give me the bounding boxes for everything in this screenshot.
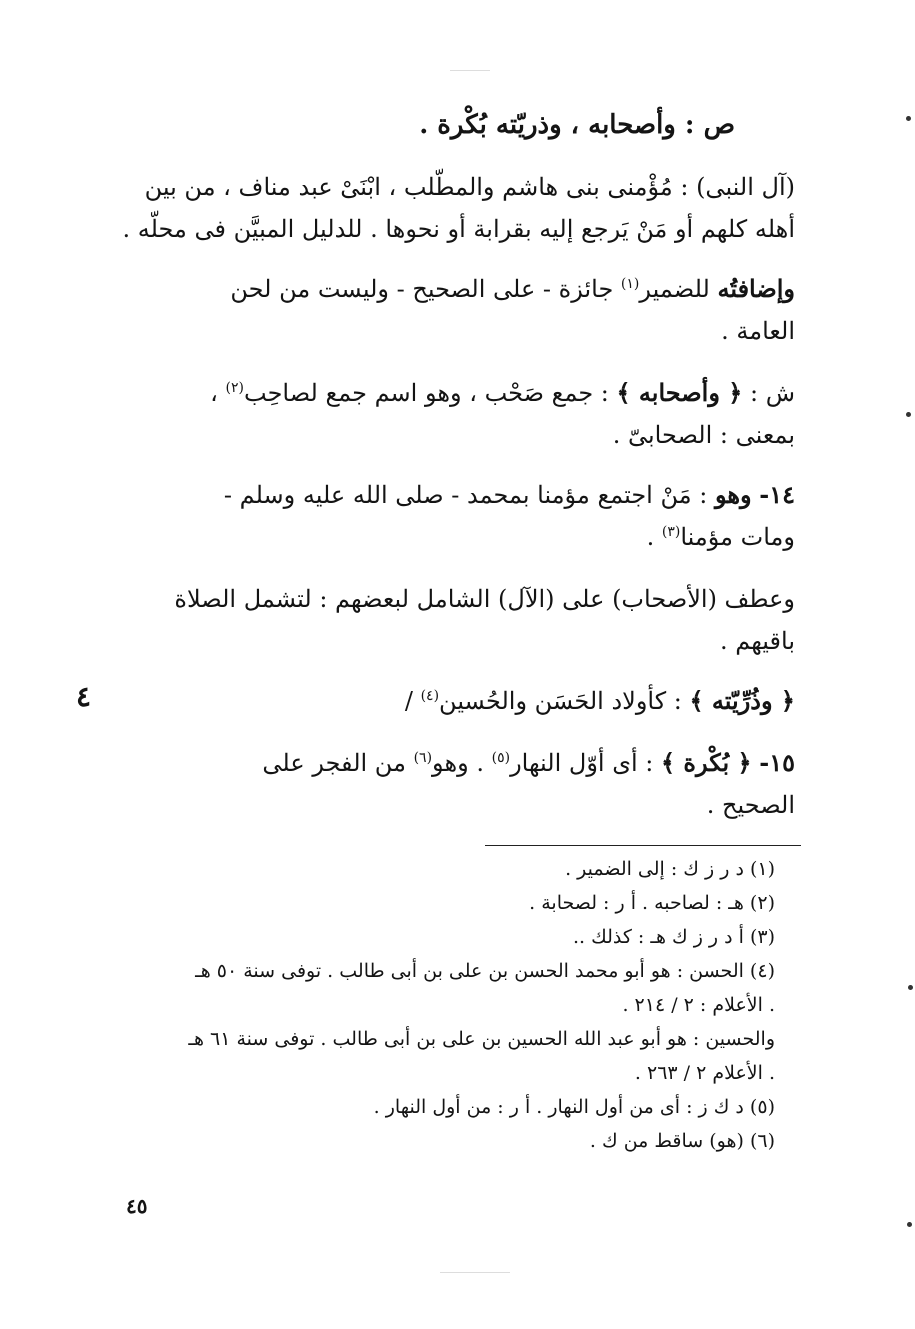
footnote-item: (٢) هـ : لصاحبه . أ ر : لصحابة . [529, 892, 775, 914]
paragraph-line [110, 742, 795, 784]
text: : كأولاد الحَسَن والحُسين [439, 687, 682, 715]
paragraph-line: باقيهم . [720, 627, 795, 655]
scan-speck [906, 412, 911, 417]
paragraph-line: الصحيح . [706, 791, 795, 819]
footnote-item: والحسين : هو أبو عبد الله الحسين بن على بن أبى طالب . توفى سنة ٦١ هـ [188, 1028, 775, 1050]
page-heading: ص : وأصحابه ، وذريّته بُكْرة . [419, 110, 735, 140]
term-idafa: وإضافتُه [717, 274, 795, 303]
footnote-item: . الأعلام ٢ / ٢٦٣ . [634, 1062, 775, 1084]
scan-speck [908, 985, 913, 990]
scan-speck [907, 1222, 912, 1227]
item-number: ١٤- [759, 480, 795, 509]
term-ashab: ﴿ وأصحابه ﴾ [616, 378, 743, 407]
paragraph-line: وعطف (الأصحاب) على (الآل) الشامل لبعضهم : لتشمل الصلاة [174, 585, 795, 613]
term-bukra: ﴿ بُكْرة ﴾ [661, 748, 752, 777]
footnote-item: (٦) (هو) ساقط من ك . [589, 1130, 775, 1152]
paragraph-dhurriyya [110, 680, 795, 722]
footnote-ref[interactable]: (٣) [661, 524, 681, 540]
footnote-item: . الأعلام : ٢ / ٢١٤ . [622, 994, 775, 1016]
text: جائزة - على الصحيح - وليست من لحن [230, 275, 614, 303]
paragraph-aal [110, 166, 795, 250]
footnote-item: (١) د ر ز ك : إلى الضمير . [565, 858, 775, 880]
paragraph-line: أهله كلهم أو مَنْ يَرجع إليه بقرابة أو نحوها . للدليل المبيَّن فى محلّه . [122, 215, 795, 243]
footnote-ref[interactable]: (٢) [225, 380, 244, 396]
text: : جمع صَحْب ، وهو اسم جمع لصاحِب [244, 379, 609, 407]
paragraph-bukra-15 [110, 742, 795, 826]
paragraph-definition-14 [110, 474, 795, 558]
sharh-marker: ش : [749, 379, 795, 407]
paragraph-line [110, 474, 795, 516]
paragraph-line [110, 268, 795, 310]
margin-folio-number: ٤ [76, 680, 92, 713]
paragraph-line: العامة . [721, 317, 795, 345]
footnote-ref[interactable]: (٤) [420, 688, 440, 704]
page-number: ٤٥ [126, 1194, 148, 1218]
text: ومات مؤمنا [680, 523, 795, 551]
footnote-ref[interactable]: (٥) [491, 750, 511, 766]
text: : مَنْ اجتمع مؤمنا بمحمد - صلى الله عليه وسلم - [223, 481, 708, 509]
footnote-ref[interactable]: (١) [620, 276, 640, 292]
footnote-item: (٥) د ك ز : أى من أول النهار . أ ر : من أول النهار . [373, 1096, 775, 1118]
text: للضمير [639, 275, 710, 303]
paragraph-ashab [110, 372, 795, 456]
term-huwa: وهو [714, 480, 752, 509]
footnote-item: (٤) الحسن : هو أبو محمد الحسن بن على بن أبى طالب . توفى سنة ٥٠ هـ [195, 960, 775, 982]
scan-mark [450, 70, 490, 71]
text: . [646, 523, 655, 551]
paragraph-line [110, 372, 795, 414]
folio-slash: / [404, 687, 413, 715]
term-dhurriyya: ﴿ وذُرِّيّته ﴾ [689, 686, 795, 715]
text: ، [210, 379, 218, 407]
item-number: ١٥- [759, 748, 795, 777]
paragraph-line: (آل النبى) : مُؤْمنى بنى هاشم والمطّلب ، ابْنَىْ عبد مناف ، من بين [144, 173, 795, 201]
scan-mark [440, 1272, 510, 1273]
paragraph-idafa [110, 268, 795, 352]
text: . وهو [432, 749, 484, 777]
text: من الفجر على [262, 749, 406, 777]
footnote-ref[interactable]: (٦) [413, 750, 433, 766]
paragraph-line [110, 680, 795, 722]
paragraph-line: بمعنى : الصحابىّ . [612, 421, 795, 449]
paragraph-line [110, 516, 795, 558]
paragraph-atf [110, 578, 795, 662]
text: : أى أوّل النهار [510, 749, 654, 777]
footnotes [112, 852, 775, 1158]
scan-speck [906, 116, 911, 121]
footnote-item: (٣) أ د ر ز ك هـ : كذلك .. [572, 926, 775, 948]
footnote-divider [485, 845, 801, 846]
